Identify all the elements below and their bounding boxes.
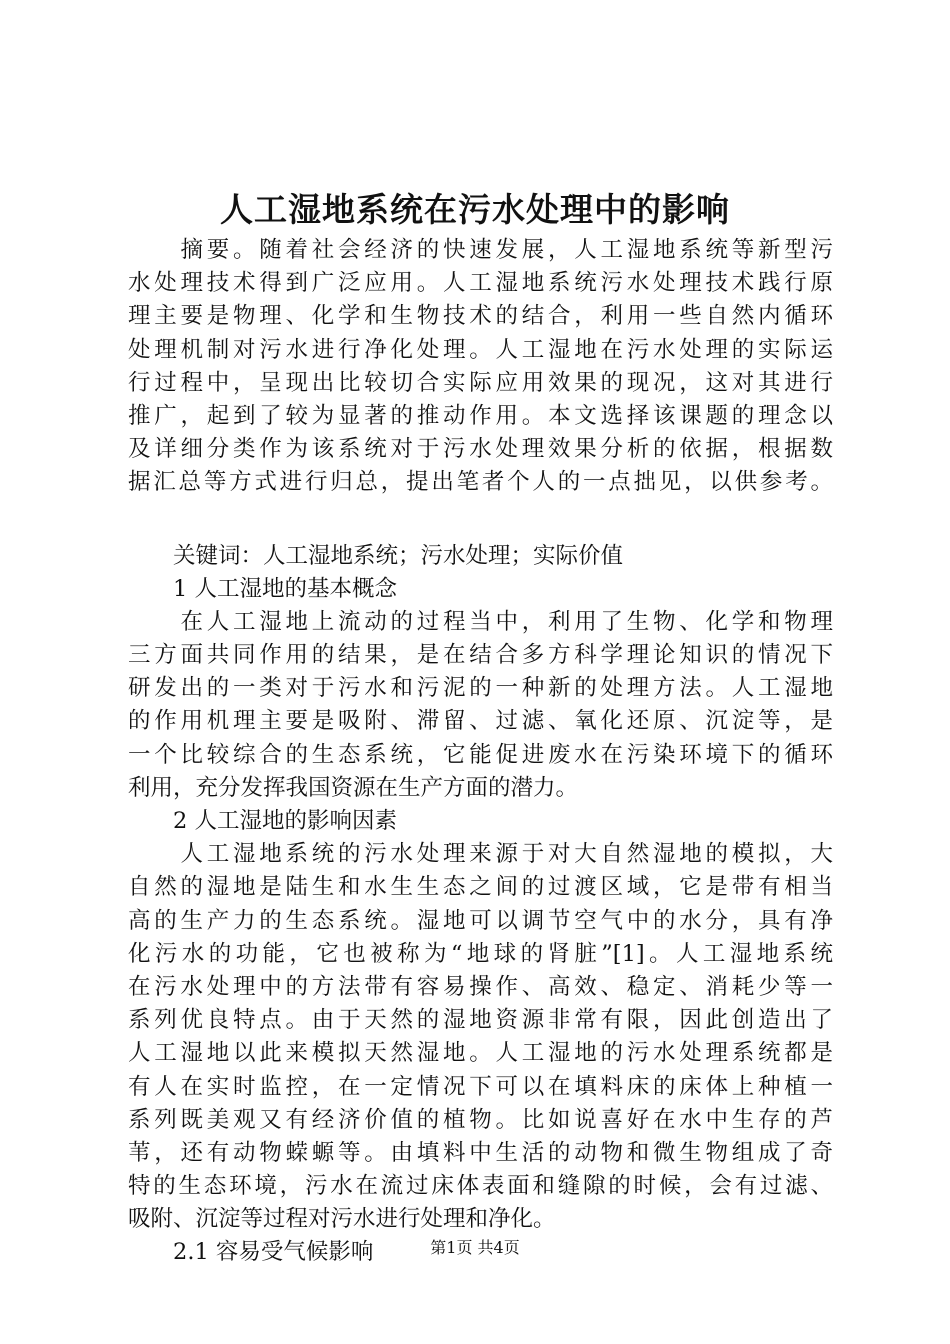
text-line: 化污水的功能，它也被称为“地球的肾脏”[1]。人工湿地系统: [128, 940, 833, 967]
section-heading-2: 2 人工湿地的影响因素: [128, 808, 397, 834]
text-line: 在人工湿地上流动的过程当中，利用了生物、化学和物理: [128, 608, 833, 635]
text-line: 高的生产力的生态系统。湿地可以调节空气中的水分，具有净: [128, 907, 833, 934]
section-2-paragraph: [128, 838, 833, 1236]
page-footer: 第1页 共4页: [430, 1238, 520, 1257]
abstract-paragraph: [128, 234, 833, 500]
text-line: 吸附、沉淀等过程对污水进行处理和净化。: [128, 1206, 556, 1233]
document-title: 人工湿地系统在污水处理中的影响: [220, 190, 730, 229]
text-line: 人工湿地系统的污水处理来源于对大自然湿地的模拟，大: [128, 841, 833, 868]
text-line: 苇，还有动物蝾螈等。由填料中生活的动物和微生物组成了奇: [128, 1139, 833, 1166]
section-heading-1: 1 人工湿地的基本概念: [128, 575, 397, 602]
text-line: 人工湿地以此来模拟天然湿地。人工湿地的污水处理系统都是: [128, 1040, 833, 1067]
text-line: 有人在实时监控，在一定情况下可以在填料床的床体上种植一: [128, 1073, 833, 1100]
text-line: 处理机制对污水进行净化处理。人工湿地在污水处理的实际运: [128, 336, 833, 363]
section-1-paragraph: [128, 606, 833, 805]
text-line: 一个比较综合的生态系统，它能促进废水在污染环境下的循环: [128, 741, 833, 768]
text-line: 系列既美观又有经济价值的植物。比如说喜好在水中生存的芦: [128, 1106, 833, 1133]
text-line: 及详细分类作为该系统对于污水处理效果分析的依据，根据数: [128, 436, 833, 463]
document-body: [128, 234, 833, 1270]
text-line: 在污水处理中的方法带有容易操作、高效、稳定、消耗少等一: [128, 973, 833, 1000]
text-line: 特的生态环境，污水在流过床体表面和缝隙的时候，会有过滤、: [128, 1173, 833, 1200]
text-line: 三方面共同作用的结果，是在结合多方科学理论知识的情况下: [128, 642, 833, 669]
text-line: 的作用机理主要是吸附、滞留、过滤、氧化还原、沉淀等，是: [128, 708, 833, 735]
text-line: 理主要是物理、化学和生物技术的结合，利用一些自然内循环: [128, 303, 833, 330]
paragraph-gap: [128, 500, 833, 540]
section-heading-2-1: 2.1 容易受气候影响: [128, 1239, 374, 1266]
keywords-line: 关键词：人工湿地系统；污水处理；实际价值: [128, 542, 624, 569]
text-line: 摘要。随着社会经济的快速发展，人工湿地系统等新型污: [128, 237, 833, 263]
text-line: 水处理技术得到广泛应用。人工湿地系统污水处理技术践行原: [128, 270, 833, 297]
text-line: 系列优良特点。由于天然的湿地资源非常有限，因此创造出了: [128, 1007, 833, 1034]
text-line: 利用，充分发挥我国资源在生产方面的潜力。: [128, 774, 579, 801]
text-line: 研发出的一类对于污水和污泥的一种新的处理方法。人工湿地: [128, 675, 833, 702]
text-line: 行过程中，呈现出比较切合实际应用效果的现况，这对其进行: [128, 369, 833, 396]
text-line: 自然的湿地是陆生和水生生态之间的过渡区域，它是带有相当: [128, 874, 833, 901]
text-line: 推广，起到了较为显著的推动作用。本文选择该课题的理念以: [128, 402, 833, 429]
text-line: 据汇总等方式进行归总，提出笔者个人的一点拙见，以供参考。: [128, 469, 833, 496]
